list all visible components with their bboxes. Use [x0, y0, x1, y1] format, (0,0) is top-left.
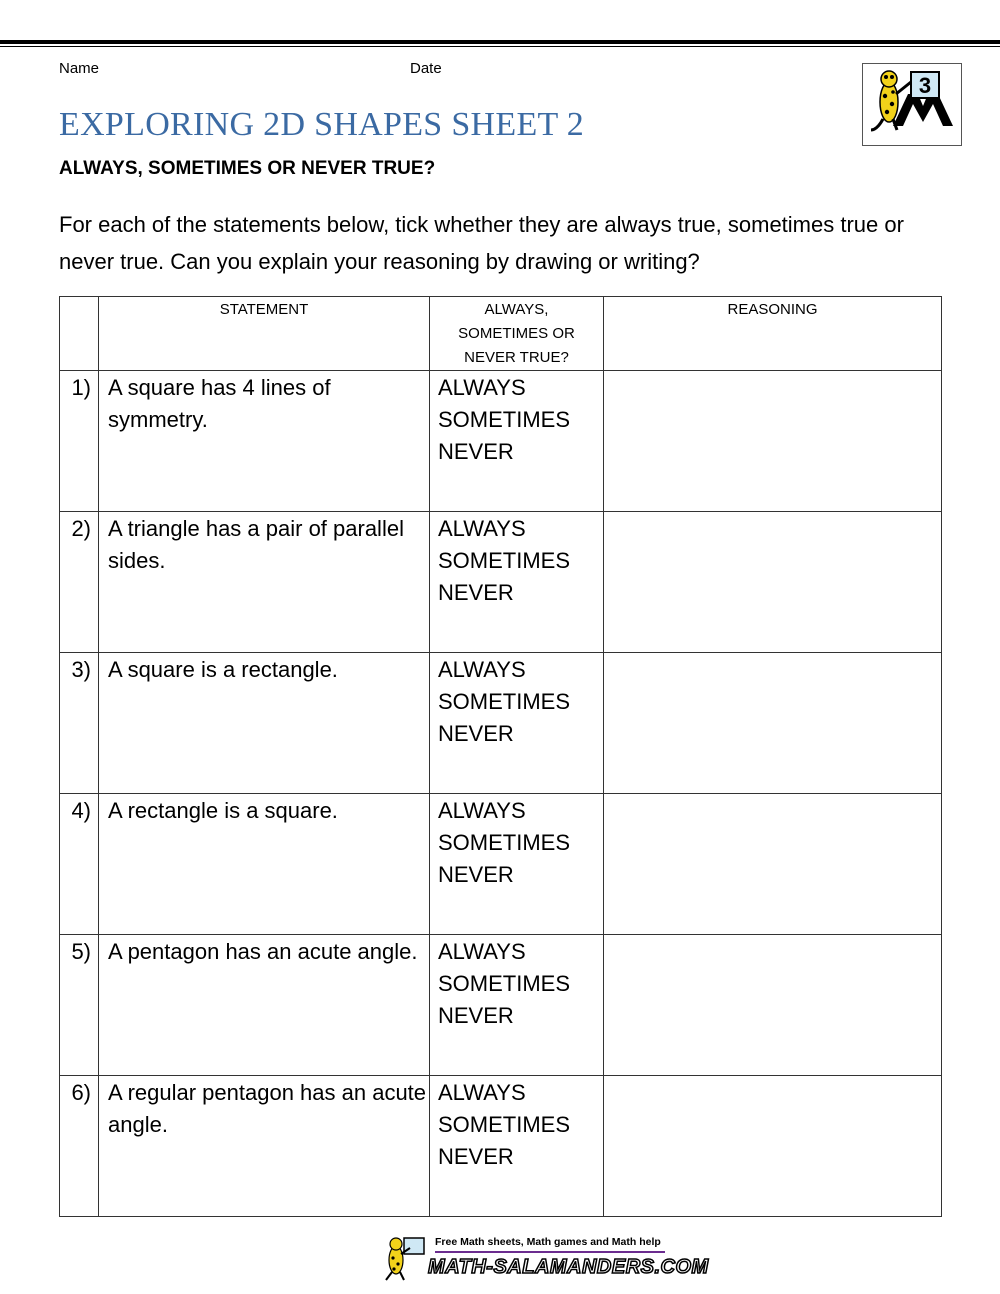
table-row	[60, 794, 942, 935]
row-reasoning[interactable]	[604, 1076, 942, 1217]
grade-number: 3	[918, 73, 932, 98]
table-row	[60, 512, 942, 653]
footer-divider	[435, 1251, 665, 1253]
row-number: 1)	[60, 371, 99, 512]
row-options	[430, 935, 604, 1076]
option-always[interactable]: ALWAYS	[438, 657, 526, 682]
option-sometimes[interactable]: SOMETIMES	[438, 830, 571, 855]
row-reasoning[interactable]	[604, 935, 942, 1076]
top-rule-thin	[0, 46, 1000, 47]
row-statement: A square is a rectangle.	[99, 653, 430, 794]
header-statement: STATEMENT	[99, 297, 430, 371]
row-options	[430, 653, 604, 794]
footer-site-name: MATH-SALAMANDERS.COM	[428, 1256, 709, 1278]
row-reasoning[interactable]	[604, 371, 942, 512]
footer-tagline: Free Math sheets, Math games and Math help	[435, 1236, 661, 1248]
row-options	[430, 794, 604, 935]
footer-logo	[380, 1234, 709, 1282]
option-sometimes[interactable]: SOMETIMES	[438, 548, 571, 573]
option-sometimes[interactable]: SOMETIMES	[438, 971, 571, 996]
row-number: 3)	[60, 653, 99, 794]
header-number	[60, 297, 99, 371]
option-never[interactable]: NEVER	[438, 1003, 514, 1028]
footer-salamander-icon	[380, 1234, 428, 1282]
row-statement: A regular pentagon has an acute angle.	[99, 1076, 430, 1217]
statements-table	[59, 296, 942, 1217]
table-row	[60, 371, 942, 512]
option-never[interactable]: NEVER	[438, 862, 514, 887]
row-statement: A rectangle is a square.	[99, 794, 430, 935]
option-never[interactable]: NEVER	[438, 1144, 514, 1169]
table-row	[60, 653, 942, 794]
header-reasoning: REASONING	[604, 297, 942, 371]
row-statement: A square has 4 lines of symmetry.	[99, 371, 430, 512]
row-reasoning[interactable]	[604, 794, 942, 935]
page-title: EXPLORING 2D SHAPES SHEET 2	[59, 106, 585, 143]
row-reasoning[interactable]	[604, 512, 942, 653]
option-never[interactable]: NEVER	[438, 721, 514, 746]
date-label: Date	[410, 60, 442, 77]
option-always[interactable]: ALWAYS	[438, 375, 526, 400]
option-always[interactable]: ALWAYS	[438, 516, 526, 541]
option-sometimes[interactable]: SOMETIMES	[438, 1112, 571, 1137]
row-options	[430, 512, 604, 653]
table-row	[60, 935, 942, 1076]
row-reasoning[interactable]	[604, 653, 942, 794]
option-always[interactable]: ALWAYS	[438, 1080, 526, 1105]
header-truth-label: ALWAYS, SOMETIMES OR NEVER TRUE?	[458, 301, 575, 366]
row-statement: A pentagon has an acute angle.	[99, 935, 430, 1076]
instructions: For each of the statements below, tick whether they are always true, sometimes true or never true. Can you explain your reasoning by drawing or writing?	[59, 212, 904, 274]
page-subtitle: ALWAYS, SOMETIMES OR NEVER TRUE?	[59, 158, 436, 179]
grade-logo	[862, 63, 962, 146]
option-always[interactable]: ALWAYS	[438, 798, 526, 823]
row-number: 2)	[60, 512, 99, 653]
option-always[interactable]: ALWAYS	[438, 939, 526, 964]
row-options	[430, 1076, 604, 1217]
name-label: Name	[59, 60, 100, 77]
row-statement: A triangle has a pair of parallel sides.	[99, 512, 430, 653]
table-header-row	[60, 297, 942, 371]
top-rule	[0, 40, 1000, 44]
row-number: 4)	[60, 794, 99, 935]
header-truth	[430, 297, 604, 371]
row-number: 6)	[60, 1076, 99, 1217]
option-sometimes[interactable]: SOMETIMES	[438, 407, 571, 432]
option-never[interactable]: NEVER	[438, 580, 514, 605]
option-never[interactable]: NEVER	[438, 439, 514, 464]
option-sometimes[interactable]: SOMETIMES	[438, 689, 571, 714]
row-number: 5)	[60, 935, 99, 1076]
salamander-logo-icon	[863, 64, 961, 145]
row-options	[430, 371, 604, 512]
table-row	[60, 1076, 942, 1217]
